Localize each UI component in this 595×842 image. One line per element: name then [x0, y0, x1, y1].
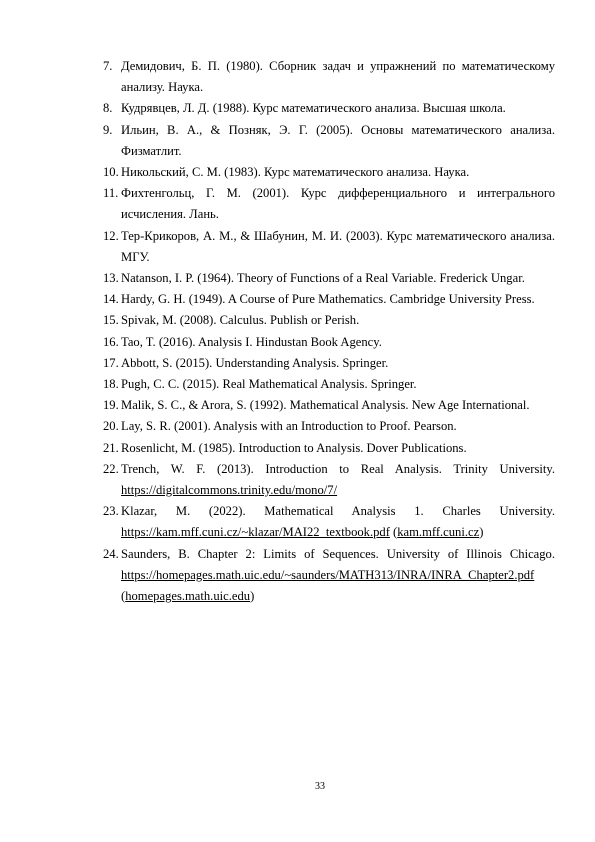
reference-link[interactable]: https://homepages.math.uic.edu/~saunders/MATH313/INRA/INRA_Chapter2.pdf [121, 567, 535, 582]
reference-item [105, 332, 555, 353]
reference-item [105, 374, 555, 395]
reference-number: 19. [103, 398, 119, 413]
reference-text: Hardy, G. H. (1949). A Course of Pure Mathematics. Cambridge University Press. [121, 292, 535, 307]
reference-number: 7. [103, 59, 113, 73]
reference-number: 14. [103, 292, 119, 307]
reference-text: Spivak, M. (2008). Calculus. Publish or Perish. [121, 313, 360, 328]
reference-text: Klazar, M. (2022). Mathematical Analysis 1. Charles University. [121, 504, 555, 519]
reference-text: Демидович, Б. П. (1980). Сборник задач и упражнений по математическому анализу. Наука. [121, 59, 555, 95]
reference-text: Тер-Крикоров, А. М., & Шабунин, М. И. (2003). Курс математического анализа. МГУ. [121, 228, 555, 264]
reference-item: 24. Saunders, B. Chapter 2: Limits of Sequences. University of Illinois Chicago. https://homepages.math.uic.edu/~saunders/MATH313/INRA/INRA_Chapter2.pdf (homepages.math.uic.edu) [105, 544, 555, 608]
reference-item [105, 226, 555, 268]
reference-text: Rosenlicht, M. (1985). Introduction to Analysis. Dover Publications. [121, 440, 467, 455]
reference-item [105, 353, 555, 374]
reference-number: 11. [103, 186, 119, 201]
reference-item [105, 56, 555, 98]
reference-item [105, 120, 555, 162]
reference-number: 15. [103, 313, 119, 328]
reference-text: Никольский, С. М. (1983). Курс математического анализа. Наука. [121, 165, 470, 180]
reference-item [105, 395, 555, 416]
reference-number: 17. [103, 355, 119, 370]
reference-text: Saunders, B. Chapter 2: Limits of Sequences. University of Illinois Chicago. [121, 546, 555, 561]
reference-text: Фихтенгольц, Г. М. (2001). Курс дифференциального и интегрального исчисления. Лань. [121, 186, 555, 222]
reference-link[interactable]: https://digitalcommons.trinity.edu/mono/7/ [121, 483, 338, 498]
reference-text: Tao, T. (2016). Analysis I. Hindustan Book Agency. [121, 334, 382, 349]
reference-item [105, 416, 555, 437]
reference-link[interactable]: https://kam.mff.cuni.cz/~klazar/MAI22_textbook.pdf [121, 525, 390, 540]
reference-text: Кудрявцев, Л. Д. (1988). Курс математического анализа. Высшая школа. [121, 101, 506, 116]
reference-text: Pugh, C. C. (2015). Real Mathematical Analysis. Springer. [121, 377, 417, 392]
reference-text: Natanson, I. P. (1964). Theory of Functions of a Real Variable. Frederick Ungar. [121, 271, 525, 286]
reference-number: 23. [103, 504, 119, 519]
page-number: 33 [315, 781, 325, 792]
reference-text: Trench, W. F. (2013). Introduction to Real Analysis. Trinity University. [121, 461, 555, 476]
reference-item [105, 162, 555, 183]
reference-number: 22. [103, 461, 119, 476]
reference-number: 13. [103, 271, 119, 286]
source-link[interactable]: homepages.math.uic.edu [125, 589, 251, 604]
reference-item [105, 459, 555, 501]
source-link[interactable]: kam.mff.cuni.cz [397, 525, 480, 540]
reference-item [105, 438, 555, 459]
reference-text: Malik, S. C., & Arora, S. (1992). Mathematical Analysis. New Age International. [121, 398, 530, 413]
reference-item [105, 183, 555, 225]
reference-number: 16. [103, 334, 119, 349]
reference-number: 20. [103, 419, 119, 434]
reference-number: 18. [103, 377, 119, 392]
reference-number: 24. [103, 546, 119, 561]
reference-list [105, 56, 555, 607]
reference-number: 8. [103, 101, 113, 116]
reference-item [105, 98, 555, 119]
reference-number: 12. [103, 228, 119, 243]
reference-item [105, 310, 555, 331]
reference-number: 10. [103, 165, 119, 180]
reference-text: Abbott, S. (2015). Understanding Analysis. Springer. [121, 355, 389, 370]
reference-item [105, 289, 555, 310]
reference-text: Ильин, В. А., & Позняк, Э. Г. (2005). Основы математического анализа. Физматлит. [121, 122, 555, 158]
reference-number: 21. [103, 440, 119, 455]
reference-item [105, 268, 555, 289]
reference-number: 9. [103, 122, 113, 137]
reference-text: Lay, S. R. (2001). Analysis with an Introduction to Proof. Pearson. [121, 419, 457, 434]
reference-item: 23. Klazar, M. (2022). Mathematical Analysis 1. Charles University. https://kam.mff.cuni.cz/~klazar/MAI22_textbook.pdf (kam.mff.cuni.cz) [105, 501, 555, 543]
